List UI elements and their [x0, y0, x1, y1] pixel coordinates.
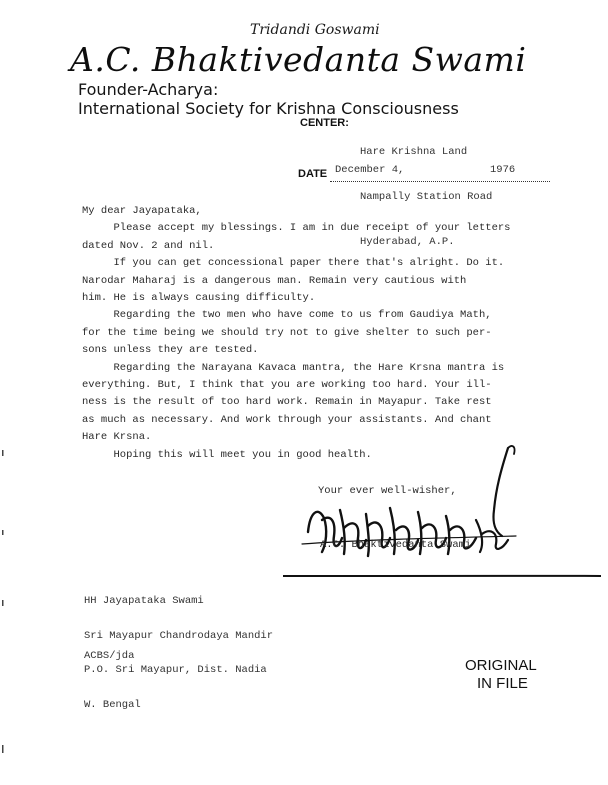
letter-line: Please accept my blessings. I am in due receipt of your letters	[82, 222, 511, 235]
author-name: A.C. Bhaktivedanta Swami	[70, 40, 527, 79]
letter-line: dated Nov. 2 and nil.	[82, 239, 215, 252]
letter-line: Hare Krsna.	[82, 431, 152, 444]
letter-line: him. He is always causing difficulty.	[82, 292, 316, 305]
society-name: International Society for Krishna Consciousness	[78, 99, 459, 118]
center-address-line: Nampally Station Road	[360, 191, 493, 203]
date-label: DATE	[298, 168, 328, 180]
center-address-line: Hare Krishna Land	[360, 146, 468, 158]
letter-line: Narodar Maharaj is a dangerous man. Remain very cautious with	[82, 274, 467, 287]
addressee-line: Sri Mayapur Chandrodaya Mandir	[84, 629, 274, 642]
letter-body	[82, 203, 582, 464]
signature-name: A.C. Bhaktivedanta Swami	[320, 539, 472, 551]
center-address-line: Hyderabad, A.P.	[360, 236, 455, 248]
letter-line: Regarding the two men who have come to us from Gaudiya Math,	[82, 309, 492, 322]
stamp-line-2: IN FILE	[477, 675, 528, 692]
addressee-line: P.O. Sri Mayapur, Dist. Nadia	[84, 664, 267, 676]
addressee-line: HH Jayapataka Swami	[84, 595, 204, 607]
letter-line: for the time being we should try not to give shelter to such per-	[82, 326, 492, 339]
addressee-line: W. Bengal	[84, 698, 141, 711]
signature-underline	[283, 573, 601, 579]
letter-line: sons unless they are tested.	[82, 344, 259, 357]
original-in-file-stamp	[465, 657, 537, 693]
date-year: 1976	[490, 164, 516, 176]
reference-initials: ACBS/jda	[84, 650, 135, 662]
date-value: December 4,	[335, 164, 405, 176]
center-label: CENTER:	[300, 117, 349, 129]
letter-line: ness is the result of too hard work. Remain in Mayapur. Take rest	[82, 396, 492, 409]
stamp-line-1: ORIGINAL	[465, 657, 537, 674]
addressee-block	[84, 573, 273, 723]
letter-line: as much as necessary. And work through your assistants. And chant	[82, 413, 492, 426]
letter-line: Regarding the Narayana Kavaca mantra, the Hare Krsna mantra is	[82, 361, 505, 374]
letter-line: Hoping this will meet you in good health.	[82, 448, 372, 461]
founder-title: Founder-Acharya:	[78, 80, 219, 99]
letter-line: If you can get concessional paper there that's alright. Do it.	[82, 257, 505, 270]
tridandi-title: Tridandi Goswami	[250, 22, 380, 38]
salutation: My dear Jayapataka,	[82, 205, 202, 217]
closing: Your ever well-wisher,	[318, 485, 457, 497]
letter-line: everything. But, I think that you are working too hard. Your ill-	[82, 379, 492, 392]
